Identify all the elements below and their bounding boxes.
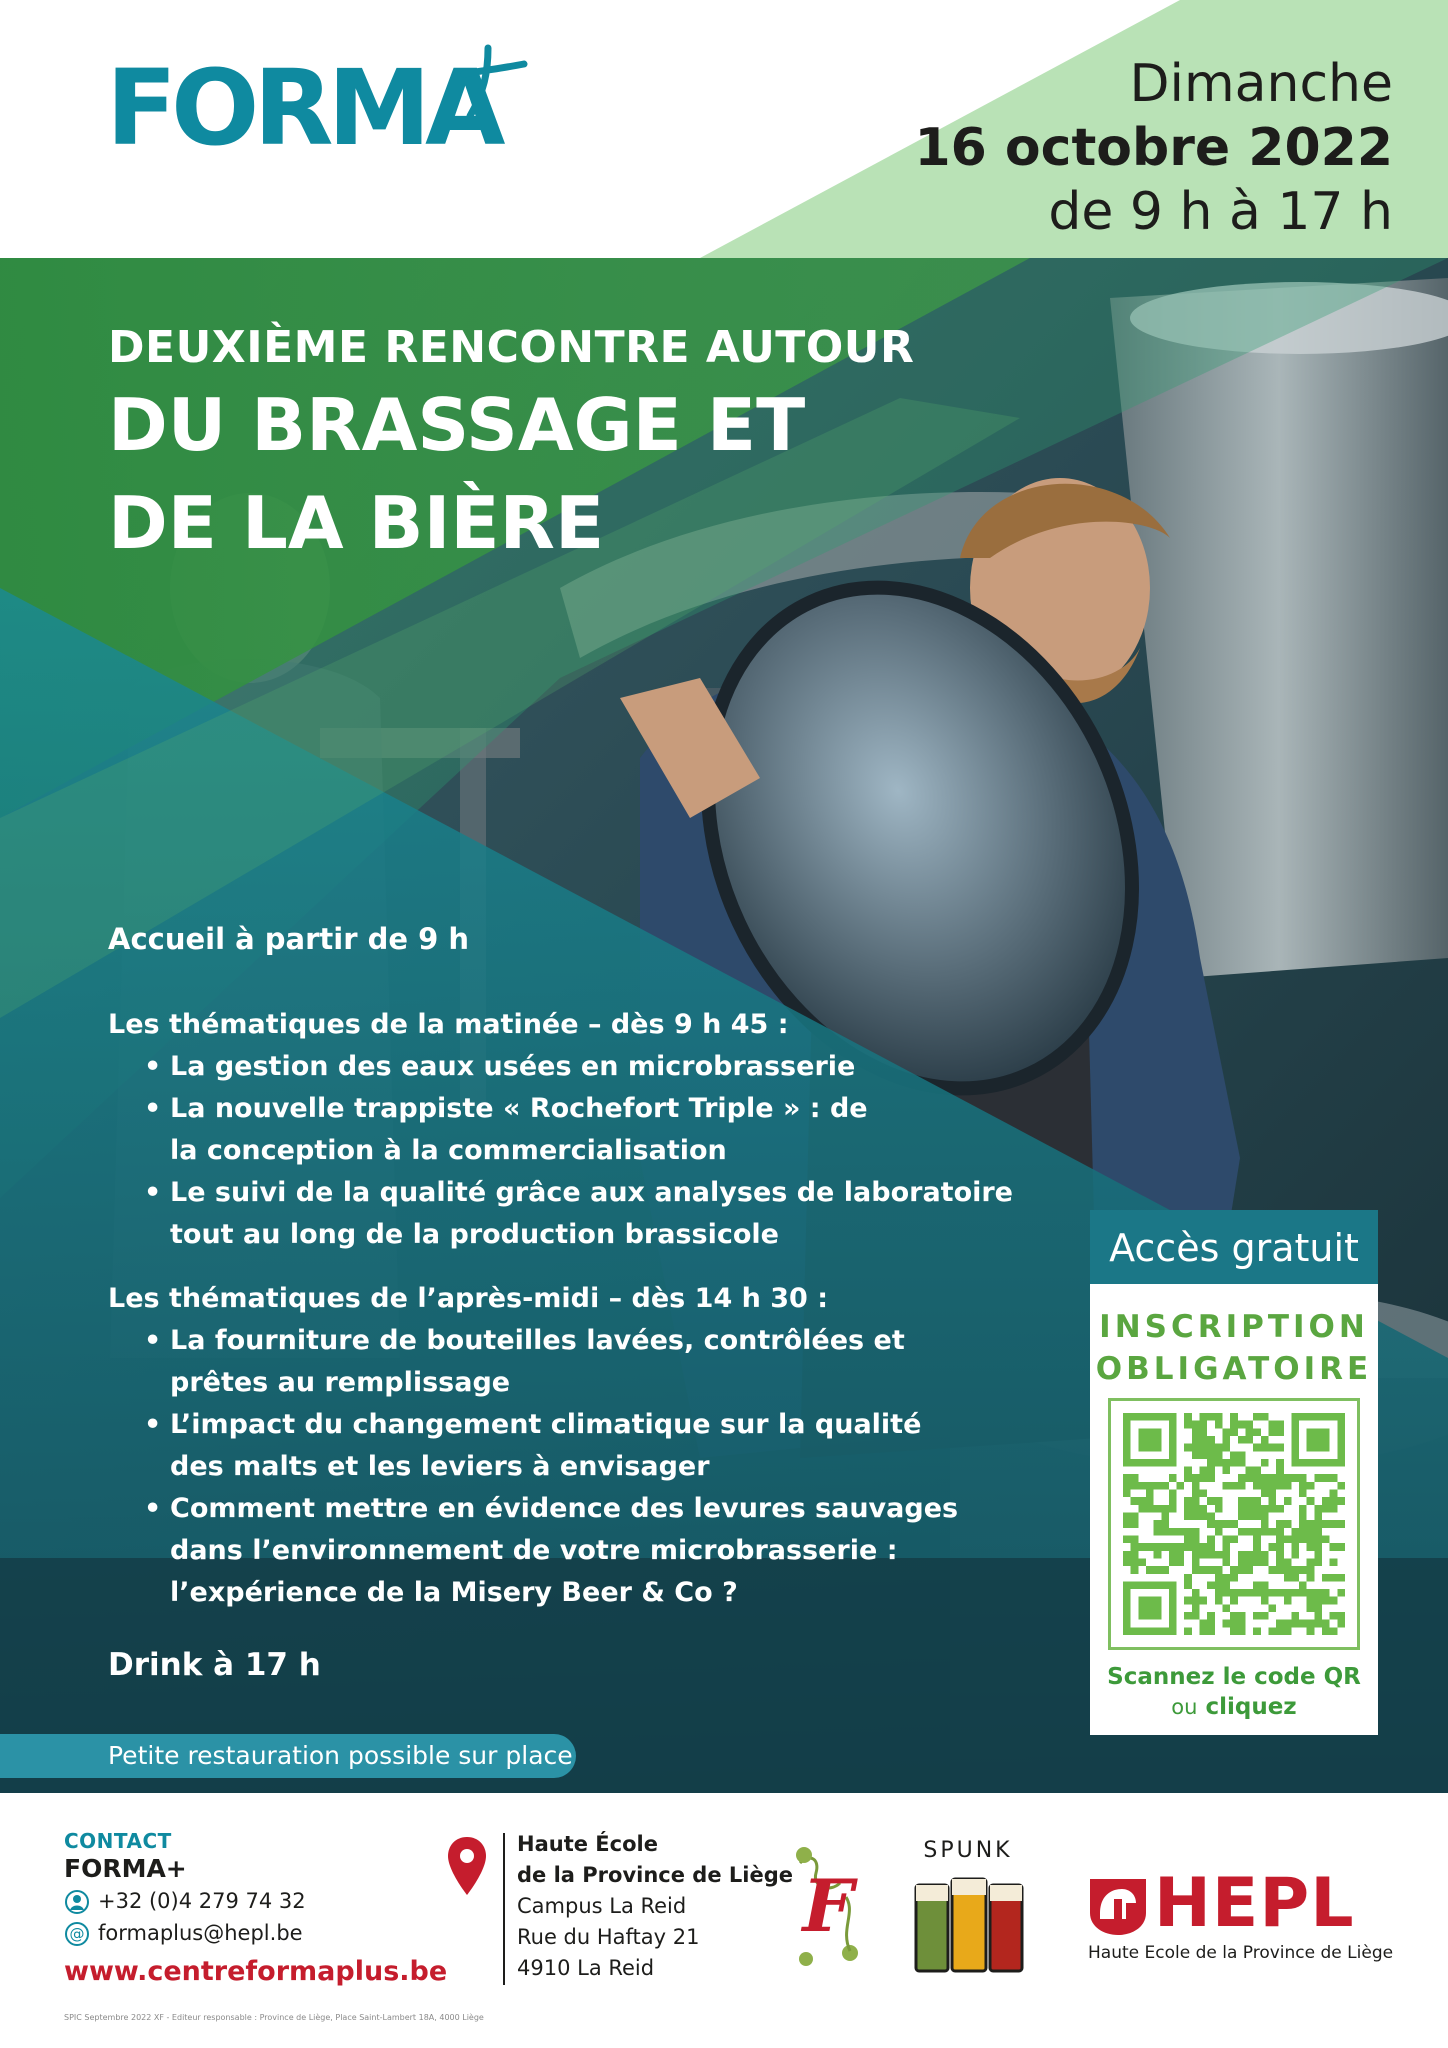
spunk-beers-logo	[906, 1833, 1030, 1979]
registration-box	[1090, 1210, 1378, 1735]
scan-text: Scannez le code QR	[1107, 1664, 1361, 1690]
welcome-time: Accueil à partir de 9 h	[108, 922, 470, 956]
list-item: • L’impact du changement climatique sur la qualité des malts et les leviers à envisager	[108, 1404, 968, 1488]
address-line-1: Haute École	[517, 1832, 658, 1856]
header	[0, 0, 1448, 258]
address-line-5: 4910 La Reid	[517, 1956, 655, 1980]
svg-text:F: F	[802, 1863, 854, 1948]
qr-code[interactable]	[1108, 1398, 1360, 1650]
contact-email	[64, 1917, 444, 1949]
title-line-3: DE LA BIÈRE	[108, 481, 605, 565]
afternoon-heading: Les thématiques de l’après-midi – dès 14 h 30 :	[108, 1283, 829, 1314]
website-link[interactable]: www.centreformaplus.be	[64, 1956, 448, 1987]
logo-wordmark: FORMA	[106, 47, 500, 169]
phone-icon	[64, 1889, 90, 1915]
f-hops-logo	[790, 1833, 866, 1979]
contact-label: CONTACT	[64, 1829, 172, 1853]
event-title	[108, 320, 1008, 572]
list-item: • La gestion des eaux usées en microbrasserie	[108, 1046, 1008, 1088]
hero-section	[0, 258, 1448, 1793]
list-item: • Le suivi de la qualité grâce aux analyses de laboratoire tout au long de la production brassicole	[108, 1172, 1028, 1256]
address-line-3: Campus La Reid	[517, 1894, 687, 1918]
restauration-banner	[0, 1734, 576, 1778]
afternoon-list	[108, 1320, 1008, 1614]
scan-instructions	[1090, 1662, 1378, 1722]
hepl-logo	[1084, 1864, 1404, 1963]
address-line-4: Rue du Haftay 21	[517, 1925, 700, 1949]
contact-block	[64, 1829, 448, 1989]
scan-or-line	[1090, 1692, 1378, 1722]
at-sign-icon	[64, 1921, 90, 1947]
venue-address	[517, 1829, 793, 1984]
svg-text:@: @	[69, 1925, 85, 1943]
access-title: Accès gratuit	[1109, 1226, 1359, 1270]
morning-list	[108, 1046, 1013, 1256]
registration-required	[1090, 1306, 1378, 1390]
program	[108, 918, 1013, 1686]
hepl-wordmark: HEPL	[1154, 1864, 1355, 1943]
imprint: SPIC Septembre 2022 XF - Editeur responsable : Province de Liège, Place Saint-Lambert 18A, 4000 Liège	[64, 2013, 484, 2022]
inscription-line-1: INSCRIPTION	[1099, 1309, 1369, 1345]
address-line-2: de la Province de Liège	[517, 1863, 793, 1887]
scan-or: ou	[1171, 1695, 1198, 1719]
list-item: • La fourniture de bouteilles lavées, contrôlées et prêtes au remplissage	[108, 1320, 1008, 1404]
title-line-2: DU BRASSAGE ET	[108, 383, 806, 467]
list-item: • Comment mettre en évidence des levures sauvages dans l’environnement de votre microbrasserie : l’expérience de la Misery Beer & Co ?	[108, 1488, 1008, 1614]
phone-number[interactable]: +32 (0)4 279 74 32	[98, 1889, 306, 1913]
list-item: • La nouvelle trappiste « Rochefort Triple » : de la conception à la commercialisation	[108, 1088, 868, 1172]
hepl-emblem-icon	[1086, 1873, 1150, 1937]
footer	[0, 1793, 1448, 2048]
event-date	[914, 52, 1393, 244]
hepl-subtitle: Haute Ecole de la Province de Liège	[1088, 1943, 1394, 1963]
register-link[interactable]: cliquez	[1205, 1694, 1297, 1720]
contact-phone	[64, 1885, 444, 1917]
restauration-text: Petite restauration possible sur place	[108, 1741, 573, 1770]
spunk-text: SPUNK	[923, 1838, 1013, 1863]
date-day: Dimanche	[1129, 54, 1393, 114]
address-divider	[503, 1833, 505, 1985]
title-line-1: DEUXIÈME RENCONTRE AUTOUR	[108, 322, 915, 373]
qr-code-icon	[1123, 1413, 1345, 1635]
email-address[interactable]: formaplus@hepl.be	[98, 1921, 303, 1945]
logo-plus-icon	[458, 42, 528, 122]
forma-plus-logo	[106, 48, 526, 168]
inscription-line-2: OBLIGATOIRE	[1095, 1351, 1373, 1387]
morning-heading: Les thématiques de la matinée – dès 9 h 45 :	[108, 1009, 789, 1040]
date-hours: de 9 h à 17 h	[1048, 182, 1393, 242]
drink-time: Drink à 17 h	[108, 1647, 321, 1683]
location-pin-icon	[446, 1835, 488, 1899]
contact-org: FORMA+	[64, 1854, 187, 1883]
date-date: 16 octobre 2022	[914, 118, 1393, 178]
access-header	[1090, 1210, 1378, 1284]
